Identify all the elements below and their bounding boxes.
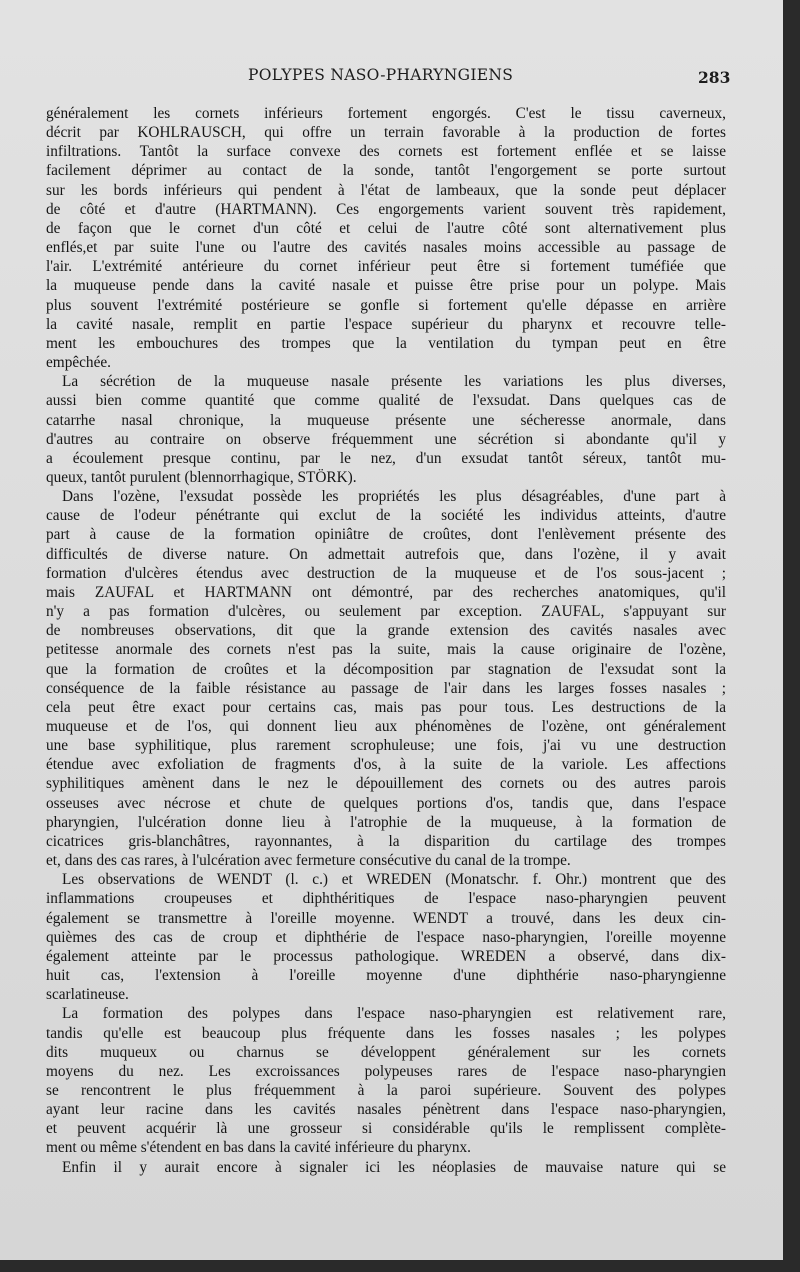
text-line: syphilitiques amènent dans le nez le dépouillement des cornets ou des autres parois: [46, 775, 726, 793]
text-line: La sécrétion de la muqueuse nasale présente les variations les plus diverses,: [62, 373, 726, 391]
text-line: et peuvent acquérir là une grosseur si considérable qu'ils le remplissent complète-: [46, 1120, 726, 1138]
text-line: généralement les cornets inférieurs fortement engorgés. C'est le tissu caverneux,: [46, 105, 726, 122]
text-line: ment ou même s'étendent en bas dans la cavité inférieure du pharynx.: [46, 1139, 471, 1157]
scan-edge-bottom: [0, 1260, 800, 1272]
text-line: part à cause de la formation opiniâtre de croûtes, dont l'enlèvement présente des: [46, 526, 726, 544]
text-line: n'y a pas formation d'ulcères, ou seulement par exception. ZAUFAL, s'appuyant sur: [46, 603, 726, 621]
text-line: décrit par KOHLRAUSCH, qui offre un terrain favorable à la production de fortes: [46, 124, 726, 142]
text-line: queux, tantôt purulent (blennorrhagique, STÖRK).: [46, 468, 357, 486]
text-line: cicatrices gris-blanchâtres, rayonnantes, à la disparition du cartilage des trompes: [46, 832, 726, 850]
text-line: scarlatineuse.: [46, 986, 129, 1004]
text-line: de nombreuses observations, dit que la grande extension des cavités nasales avec: [46, 622, 726, 640]
text-line: que la formation de croûtes et la décomposition par stagnation de l'exsudat sont la: [46, 660, 726, 678]
text-line: moyens du nez. Les excroissances polypeuses rares de l'espace naso-pharyngien: [46, 1062, 726, 1080]
page-header: [0, 66, 790, 90]
text-line: d'autres au contraire on observe fréquemment une sécrétion si abondante qu'il y: [46, 430, 726, 448]
page-number: 283: [698, 68, 731, 87]
text-line: Dans l'ozène, l'exsudat possède les propriétés les plus désagréables, d'une part à: [62, 488, 726, 506]
text-line: formation d'ulcères étendus avec destruction de la muqueuse et de l'os sous-jacent ;: [46, 564, 726, 582]
text-line: tandis qu'elle est beaucoup plus fréquente dans les fosses nasales ; les polypes: [46, 1024, 726, 1042]
text-line: une base syphilitique, plus rarement scrophuleuse; une fois, j'ai vu une destruction: [46, 737, 726, 755]
text-line: également se transmettre à l'oreille moyenne. WENDT a trouvé, dans les deux cin-: [46, 909, 726, 927]
text-line: empêchée.: [46, 354, 111, 372]
text-line: et, dans des cas rares, à l'ulcération avec fermeture consécutive du canal de la trompe.: [46, 852, 571, 870]
text-line: aussi bien comme quantité que comme qualité de l'exsudat. Dans quelques cas de: [46, 392, 726, 410]
text-line: a écoulement presque continu, par le nez, d'un exsudat tantôt séreux, tantôt mu-: [46, 449, 726, 467]
text-line: osseuses avec nécrose et chute de quelques portions d'os, tandis que, dans l'espace: [46, 794, 726, 812]
text-line: de côté et d'autre (HARTMANN). Ces engorgements varient souvent très rapidement,: [46, 200, 726, 218]
body-text: [46, 104, 726, 1177]
text-line: facilement déprimer au contact de la sonde, tantôt l'engorgement se porte surtout: [46, 162, 726, 180]
text-line: conséquence de la faible résistance au passage de l'air dans les larges fosses nasales ;: [46, 679, 726, 697]
text-line: cela peut être exact pour certains cas, mais pas pour tous. Les destructions de la: [46, 698, 726, 716]
text-line: enflés,et par suite l'une ou l'autre des cavités nasales moins accessible au passage de: [46, 239, 726, 257]
text-line: difficultés de diverse nature. On admettait autrefois que, dans l'ozène, il y avait: [46, 545, 726, 563]
text-line: catarrhe nasal chronique, la muqueuse présente une sécheresse anormale, dans: [46, 411, 726, 429]
text-line: pharyngien, l'ulcération donne lieu à l'atrophie de la muqueuse, à la formation de: [46, 813, 726, 831]
text-line: mais ZAUFAL et HARTMANN ont démontré, par des recherches anatomiques, qu'il: [46, 583, 726, 601]
text-line: ment les embouchures des trompes que la ventilation du tympan peut en être: [46, 334, 726, 352]
text-line: infiltrations. Tantôt la surface convexe des cornets est fortement enflée et se laisse: [46, 143, 726, 161]
text-line: de façon que le cornet d'un côté et celui de l'autre côté sont alternativement plus: [46, 219, 726, 237]
text-line: cause de l'odeur pénétrante qui exclut de la société les individus atteints, d'autre: [46, 507, 726, 525]
text-line: muqueuse et de l'os, qui donnent lieu aux phénomènes de l'ozène, ont généralement: [46, 718, 726, 735]
text-line: la cavité nasale, remplit en partie l'espace supérieur du pharynx et recouvre telle-: [46, 315, 726, 333]
text-line: La formation des polypes dans l'espace naso-pharyngien est relativement rare,: [62, 1005, 726, 1023]
text-line: Enfin il y aurait encore à signaler ici les néoplasies de mauvaise nature qui se: [62, 1158, 726, 1176]
scan-edge-right: [783, 0, 800, 1272]
text-line: inflammations croupeuses et diphthéritiques de l'espace naso-pharyngien peuvent: [46, 890, 726, 908]
text-line: petitesse anormale des cornets n'est pas la suite, mais la cause originaire de l'ozène,: [46, 641, 726, 659]
text-line: étendue avec exfoliation de fragments d'os, à la suite de la variole. Les affections: [46, 756, 726, 774]
text-line: l'air. L'extrémité antérieure du cornet inférieur peut être si fortement tuméfiée que: [46, 258, 726, 276]
text-line: également atteinte par le processus pathologique. WREDEN a observé, dans dix-: [46, 947, 726, 965]
text-line: la muqueuse pende dans la cavité nasale et puisse être prise pour un polype. Mais: [46, 277, 726, 295]
text-line: sur les bords inférieurs qui pendent à l'état de lambeaux, que la sonde peut déplacer: [46, 181, 726, 199]
text-line: quièmes des cas de croup et diphthérie de l'espace naso-pharyngien, l'oreille moyenne: [46, 928, 726, 946]
text-line: huit cas, l'extension à l'oreille moyenne d'une diphthérie naso-pharyngienne: [46, 967, 726, 985]
running-title: POLYPES NASO-PHARYNGIENS: [248, 66, 514, 84]
text-line: se rencontrent le plus fréquemment à la paroi supérieure. Souvent des polypes: [46, 1081, 726, 1099]
text-line: plus souvent l'extrémité postérieure se gonfle si fortement qu'elle dépasse en arrière: [46, 296, 726, 314]
text-line: Les observations de WENDT (l. c.) et WREDEN (Monatschr. f. Ohr.) montrent que des: [62, 871, 726, 889]
text-line: dits muqueux ou charnus se développent généralement sur les cornets: [46, 1043, 726, 1061]
text-line: ayant leur racine dans les cavités nasales pénètrent dans l'espace naso-pharyngien,: [46, 1101, 726, 1119]
